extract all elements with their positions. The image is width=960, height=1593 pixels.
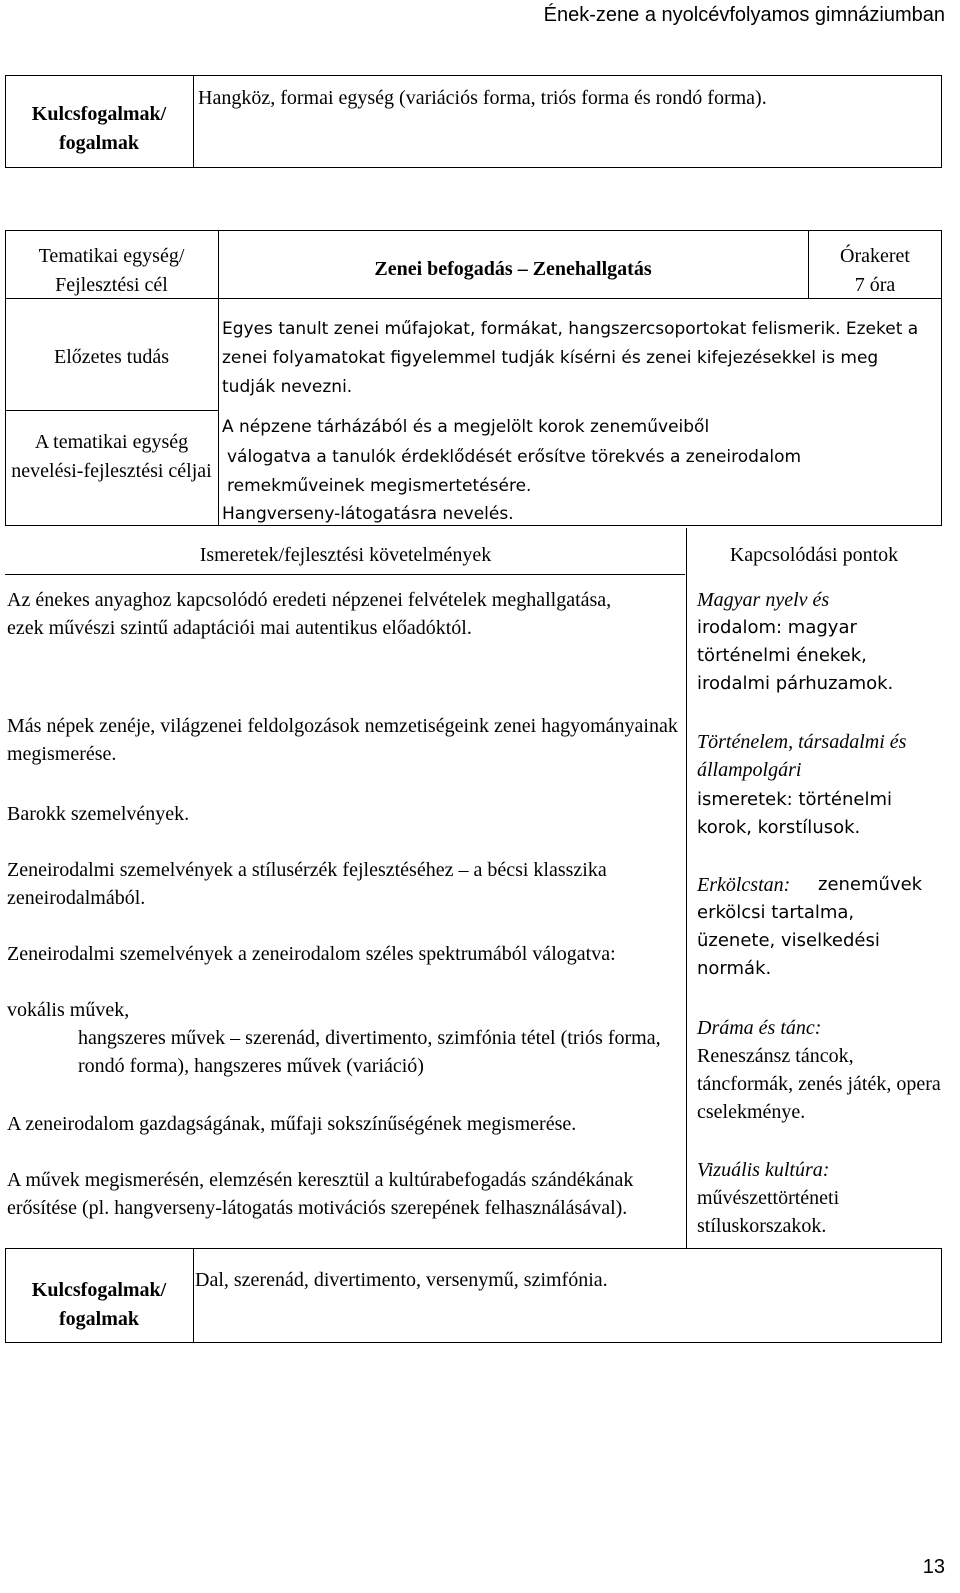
key-concepts-label-1: Kulcsfogalmak/ fogalmak	[31, 103, 167, 154]
goals-label: A tematikai egység nevelési-fejlesztési céljai	[11, 431, 212, 482]
goals-line-3: remekműveinek megismertetésére.	[227, 476, 532, 496]
key-concepts-text-1: Hangköz, formai egység (variációs forma, triós forma és rondó forma).	[198, 87, 767, 109]
connections-header: Kapcsolódási pontok	[729, 544, 899, 566]
requirement-paragraph: hangszeres művek – szerenád, divertimento, szimfónia tétel (triós forma, rondó forma), hangszeres művek (variáció)	[78, 1027, 661, 1077]
requirements-header: Ismeretek/fejlesztési követelmények	[199, 544, 492, 566]
page-number: 13	[922, 1556, 945, 1578]
unit-title: Zenei befogadás – Zenehallgatás	[374, 258, 652, 280]
requirement-paragraph: Zeneirodalmi szemelvények a zeneirodalom széles spektrumából válogatva:	[7, 943, 616, 965]
connection-italic: Vizuális kultúra:	[697, 1159, 830, 1181]
requirement-paragraph: Zeneirodalmi szemelvények a stílusérzék fejlesztéséhez – a bécsi klasszika zeneirodalmából.	[7, 859, 607, 909]
key-concepts-text-2: Dal, szerenád, divertimento, versenymű, szimfónia.	[195, 1269, 608, 1291]
connection-text: Reneszánsz táncok, táncformák, zenés játék, opera cselekménye.	[697, 1045, 941, 1123]
connection-text: művészettörténeti stíluskorszakok.	[697, 1187, 840, 1237]
key-concepts-label-2: Kulcsfogalmak/ fogalmak	[31, 1279, 167, 1330]
requirement-paragraph: Az énekes anyaghoz kapcsolódó eredeti népzenei felvételek meghallgatása, ezek művészi szintű adaptációi mai autentikus előadóktól.	[7, 589, 612, 639]
running-header: Ének-zene a nyolcévfolyamos gimnáziumban	[543, 4, 945, 26]
connection-text: erkölcsi tartalma, üzenete, viselkedési normák.	[697, 902, 880, 979]
connection-text: irodalom: magyar történelmi énekek, irodalmi párhuzamok.	[697, 617, 894, 694]
goals-line-4: Hangverseny-látogatásra nevelés.	[222, 504, 514, 524]
hours-value: 7 óra	[854, 274, 896, 296]
connection-italic: Erkölcstan:	[697, 874, 791, 896]
hours-label: Órakeret	[840, 245, 910, 267]
requirement-paragraph: A művek megismerésén, elemzésén keresztül a kultúrabefogadás szándékának erősítése (pl. hangverseny-látogatás motivációs szerepének felhasználásával).	[7, 1169, 634, 1219]
goals-line-1: A népzene tárházából és a megjelölt korok zeneműveiből	[222, 417, 710, 437]
connection-italic: Magyar nyelv és	[697, 589, 830, 611]
requirement-paragraph: Barokk szemelvények.	[7, 803, 190, 825]
requirement-paragraph: A zeneirodalom gazdagságának, műfaji sokszínűségének megismerése.	[7, 1113, 577, 1135]
prior-knowledge-text: Egyes tanult zenei műfajokat, formákat, hangszercsoportokat felismerik. Ezeket a zenei folyamatokat figyelemmel tudják kísérni és zenei kifejezésekkel is meg tudják nevezni.	[222, 319, 919, 397]
connection-italic: Történelem, társadalmi és állampolgári	[697, 731, 907, 781]
connection-italic: Dráma és tánc:	[697, 1017, 822, 1039]
requirement-paragraph: vokális művek,	[7, 999, 130, 1021]
connection-text: ismeretek: történelmi korok, korstílusok.	[697, 789, 893, 838]
requirement-paragraph: Más népek zenéje, világzenei feldolgozások nemzetiségeink zenei hagyományainak megismerése.	[7, 715, 678, 765]
unit-label: Tematikai egység/ Fejlesztési cél	[38, 245, 185, 296]
connection-text: zeneművek	[818, 874, 923, 895]
goals-line-2: válogatva a tanulók érdeklődését erősítve törekvés a zeneirodalom	[227, 447, 802, 467]
prior-knowledge-label: Előzetes tudás	[54, 346, 169, 368]
